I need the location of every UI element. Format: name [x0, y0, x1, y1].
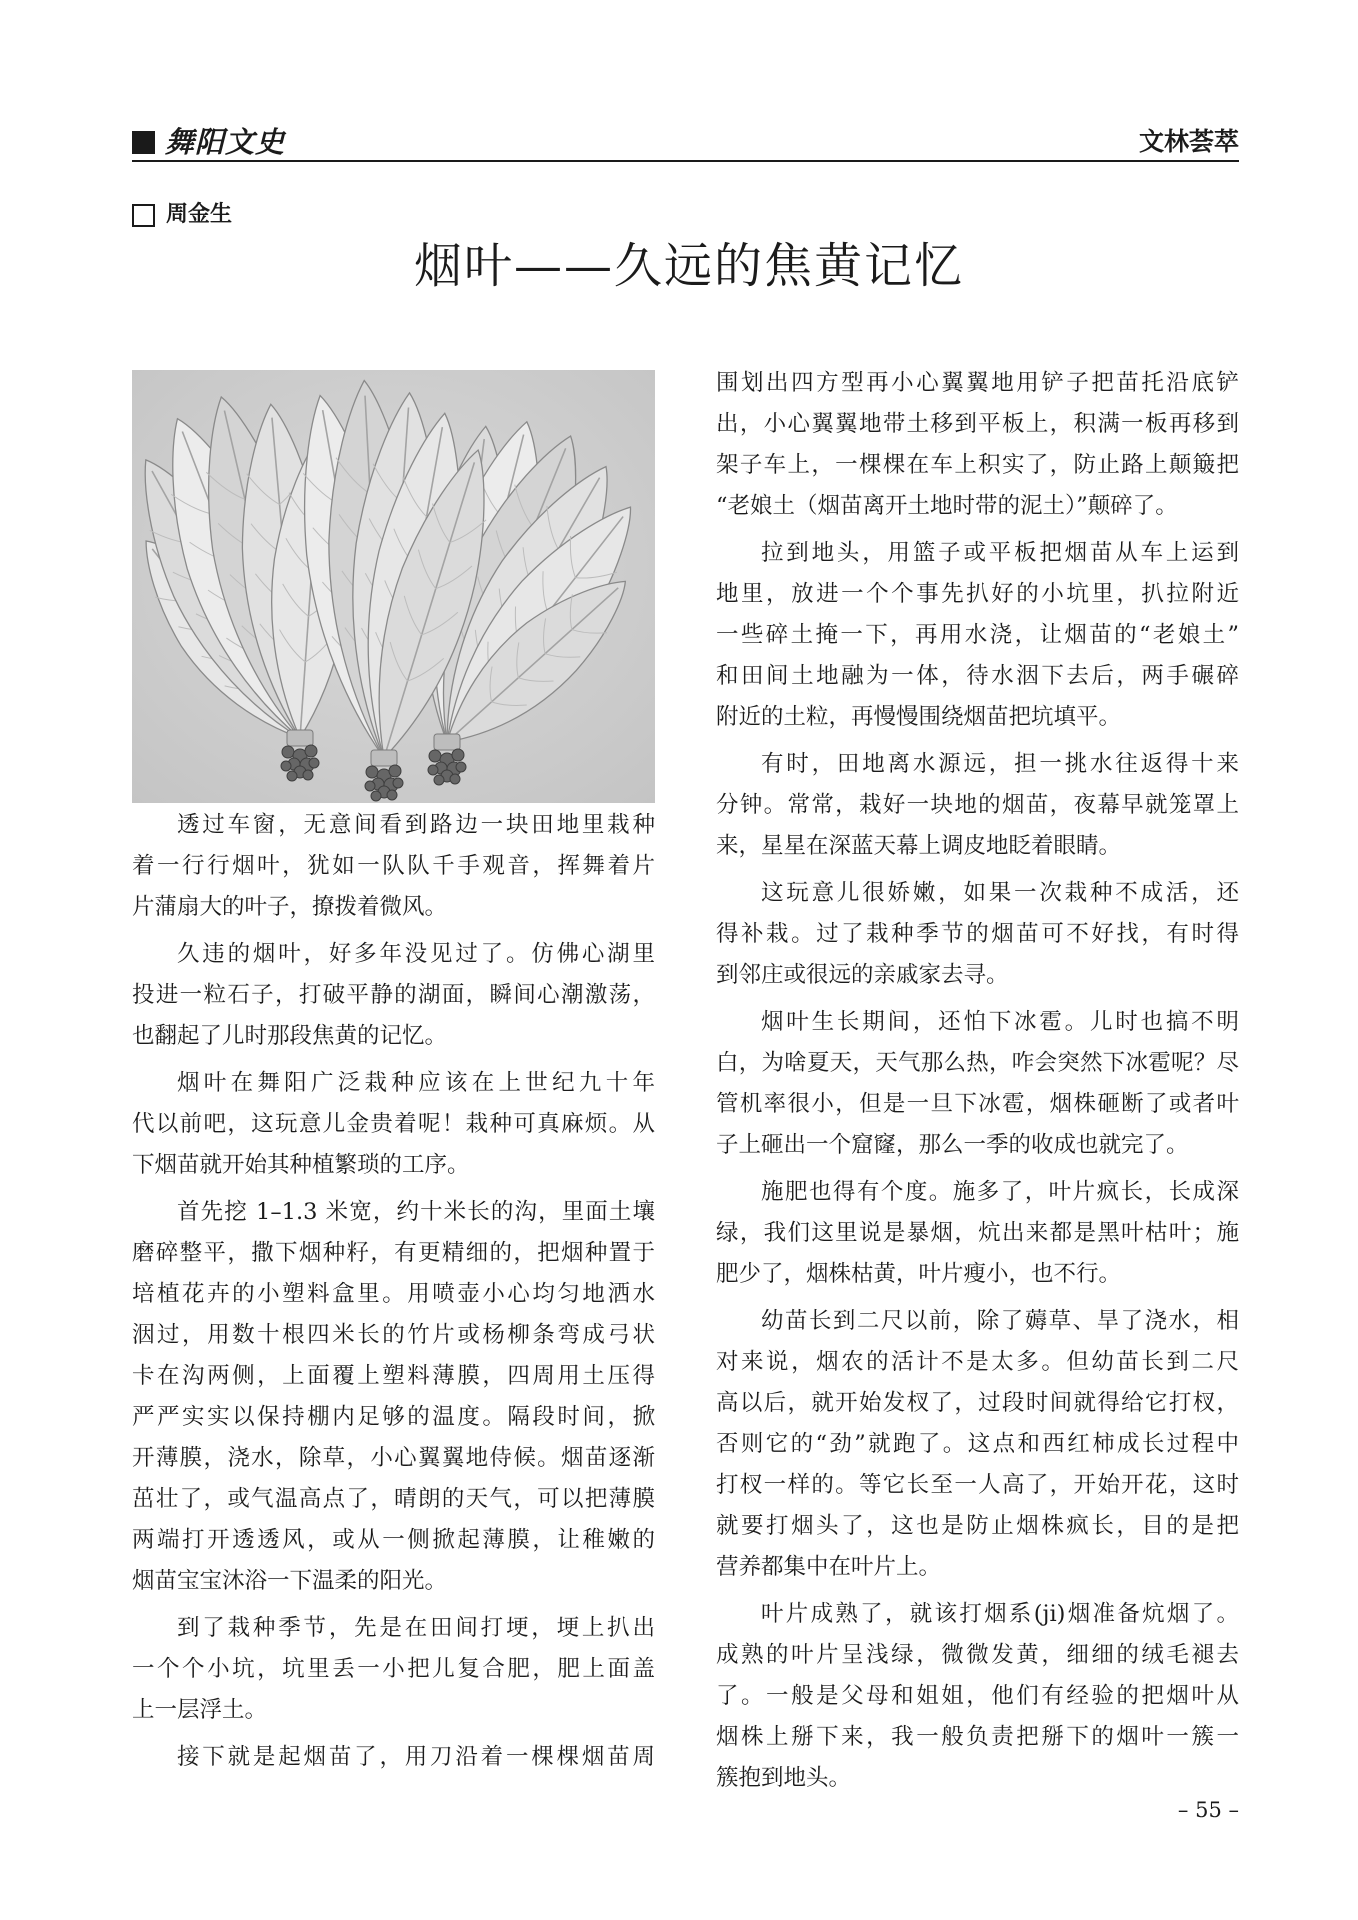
- section-name: 文林荟萃: [1138, 127, 1239, 156]
- stem-knot: [456, 762, 466, 772]
- text-line: 成熟的叶片呈浅绿，微微发黄，细细的绒毛褪去: [716, 1642, 1239, 1668]
- text-line: 磨碎整平，撒下烟种籽，有更精细的，把烟种置于: [132, 1240, 655, 1266]
- paragraph: [716, 1594, 1239, 1799]
- text-line: 分钟。常常，栽好一块地的烟苗，夜幕早就笼罩上: [716, 792, 1239, 818]
- text-line: 片蒲扇大的叶子，撩拨着微风。: [132, 894, 448, 920]
- text-line: 上一层浮土。: [132, 1697, 268, 1723]
- stem-knot: [452, 749, 464, 761]
- paragraph: [132, 805, 655, 928]
- text-line: 肥少了，烟株枯黄，叶片瘦小，也不行。: [716, 1261, 1122, 1287]
- article-title: 烟叶——久远的焦黄记忆: [413, 238, 964, 294]
- text-line: 绿，我们这里说是暴烟，炕出来都是黑叶枯叶；施: [716, 1220, 1239, 1246]
- paragraph: [132, 1063, 655, 1186]
- text-line: 子上砸出一个窟窿，那么一季的收成也就完了。: [716, 1132, 1189, 1158]
- text-line: 开薄膜，浇水，除草，小心翼翼地侍候。烟苗逐渐: [132, 1445, 655, 1471]
- text-line: 着一行行烟叶，犹如一队队千手观音，挥舞着片: [132, 853, 655, 879]
- text-line: 地里，放进一个个事先扒好的小坑里，扒拉附近: [716, 581, 1239, 607]
- text-line: 培植花卉的小塑料盒里。用喷壶小心均匀地洒水: [132, 1281, 655, 1307]
- magazine-name: 舞阳文史: [165, 125, 286, 159]
- text-line: 投进一粒石子，打破平静的湖面，瞬间心潮激荡，: [132, 982, 655, 1008]
- text-line: 首先挖 1–1.3 米宽，约十米长的沟，里面土壤: [177, 1199, 655, 1225]
- paragraph: [716, 363, 1239, 527]
- paragraph: [132, 1608, 655, 1731]
- paragraph: [716, 1172, 1239, 1295]
- stem-knot: [393, 778, 403, 788]
- text-line: 到了栽种季节，先是在田间打埂，埂上扒出: [177, 1615, 655, 1641]
- text-line: 洇过，用数十根四米长的竹片或杨柳条弯成弓状: [132, 1322, 655, 1348]
- page-number: – 55 –: [1177, 1798, 1239, 1822]
- stem-knot: [309, 758, 319, 768]
- right-column: [716, 363, 1239, 1799]
- paragraph: [716, 1301, 1239, 1588]
- text-line: 来，星星在深蓝天幕上调皮地眨着眼睛。: [716, 833, 1122, 859]
- text-line: 簇抱到地头。: [716, 1765, 852, 1791]
- text-line: 久违的烟叶，好多年没见过了。仿佛心湖里: [177, 941, 655, 967]
- stem-knot: [450, 774, 460, 784]
- text-line: 两端打开透透风，或从一侧掀起薄膜，让稚嫩的: [132, 1527, 655, 1553]
- left-column: [132, 805, 655, 1778]
- text-line: 卡在沟两侧，上面覆上塑料薄膜，四周用土压得: [132, 1363, 655, 1389]
- text-line: 叶片成熟了，就该打烟系(ji)烟准备炕烟了。: [761, 1601, 1239, 1627]
- stem-knot: [434, 775, 444, 785]
- text-line: 这玩意儿很娇嫩，如果一次栽种不成活，还: [761, 880, 1239, 906]
- paragraph: [716, 533, 1239, 738]
- stem-knot: [282, 746, 294, 758]
- text-line: 得补栽。过了栽种季节的烟苗可不好找，有时得: [716, 921, 1239, 947]
- text-line: 也翻起了儿时那段焦黄的记忆。: [132, 1023, 448, 1049]
- text-line: 围划出四方型再小心翼翼地用铲子把苗托沿底铲: [716, 370, 1239, 396]
- stem-tie: [371, 750, 397, 766]
- text-line: 拉到地头，用篮子或平板把烟苗从车上运到: [761, 540, 1239, 566]
- text-line: 白，为啥夏天，天气那么热，咋会突然下冰雹呢？尽: [716, 1050, 1239, 1076]
- text-line: 出，小心翼翼地带土移到平板上，积满一板再移到: [716, 411, 1239, 437]
- text-line: 接下就是起烟苗了，用刀沿着一棵棵烟苗周: [177, 1744, 655, 1770]
- text-line: 和田间土地融为一体，待水洇下去后，两手碾碎: [716, 663, 1239, 689]
- header-square-icon: [132, 131, 155, 154]
- text-line: 营养都集中在叶片上。: [716, 1554, 942, 1580]
- text-line: 烟苗宝宝沐浴一下温柔的阳光。: [132, 1568, 448, 1594]
- stem-knot: [366, 766, 378, 778]
- photo-graphic: [132, 370, 655, 803]
- text-line: 代以前吧，这玩意儿金贵着呢！栽种可真麻烦。从: [132, 1111, 655, 1137]
- text-line: 否则它的“劲”就跑了。这点和西红柿成长过程中: [716, 1431, 1239, 1457]
- stem-knot: [281, 761, 291, 771]
- stem-knot: [371, 791, 381, 801]
- paragraph: [716, 744, 1239, 867]
- text-line: 茁壮了，或气温高点了，晴朗的天气，可以把薄膜: [132, 1486, 655, 1512]
- text-line: 烟叶生长期间，还怕下冰雹。儿时也搞不明: [761, 1009, 1239, 1035]
- text-line: 烟株上掰下来，我一般负责把掰下的烟叶一簇一: [716, 1724, 1239, 1750]
- text-line: 有时，田地离水源远，担一挑水往返得十来: [761, 751, 1239, 777]
- text-line: 一些碎土掩一下，再用水浇，让烟苗的“老娘土”: [716, 622, 1239, 648]
- stem-knot: [287, 771, 297, 781]
- text-line: 了。一般是父母和姐姐，他们有经验的把烟叶从: [716, 1683, 1239, 1709]
- text-line: 幼苗长到二尺以前，除了薅草、旱了浇水，相: [761, 1308, 1239, 1334]
- text-line: 高以后，就开始发杈了，过段时间就得给它打杈，: [716, 1390, 1239, 1416]
- author-box-icon: [132, 204, 155, 227]
- paragraph: [132, 934, 655, 1057]
- stem-tie: [287, 730, 313, 746]
- text-line: 管机率很小，但是一旦下冰雹，烟株砸断了或者叶: [716, 1091, 1239, 1117]
- stem-knot: [303, 770, 313, 780]
- text-line: 严严实实以保持棚内足够的温度。隔段时间，掀: [132, 1404, 655, 1430]
- stem-knot: [305, 745, 317, 757]
- stem-tie: [434, 734, 460, 750]
- paragraph: [132, 1192, 655, 1602]
- header-rule: [132, 160, 1239, 162]
- text-line: 对来说，烟农的活计不是太多。但幼苗长到二尺: [716, 1349, 1239, 1375]
- text-line: 下烟苗就开始其种植繁琐的工序。: [132, 1152, 470, 1178]
- tobacco-leaves-photo: [132, 370, 655, 803]
- text-line: 就要打烟头了，这也是防止烟株疯长，目的是把: [716, 1513, 1239, 1539]
- stem-knot: [428, 765, 438, 775]
- text-line: 到邻庄或很远的亲戚家去寻。: [716, 962, 1009, 988]
- stem-knot: [389, 765, 401, 777]
- text-line: 一个个小坑，坑里丢一小把儿复合肥，肥上面盖: [132, 1656, 655, 1682]
- paragraph: [716, 1002, 1239, 1166]
- text-line: 透过车窗，无意间看到路边一块田地里栽种: [177, 812, 655, 838]
- text-line: “老娘土（烟苗离开土地时带的泥土）”颠碎了。: [716, 493, 1178, 519]
- text-line: 烟叶在舞阳广泛栽种应该在上世纪九十年: [177, 1070, 655, 1096]
- text-line: 附近的土粒，再慢慢围绕烟苗把坑填平。: [716, 704, 1122, 730]
- text-line: 打杈一样的。等它长至一人高了，开始开花，这时: [716, 1472, 1239, 1498]
- stem-knot: [429, 750, 441, 762]
- paragraph: [716, 873, 1239, 996]
- text-line: 架子车上，一棵棵在车上积实了，防止路上颠簸把: [716, 452, 1239, 478]
- text-line: 施肥也得有个度。施多了，叶片疯长，长成深: [761, 1179, 1239, 1205]
- stem-knot: [365, 781, 375, 791]
- author-name: 周金生: [166, 202, 233, 227]
- paragraph: [132, 1737, 655, 1778]
- stem-knot: [387, 790, 397, 800]
